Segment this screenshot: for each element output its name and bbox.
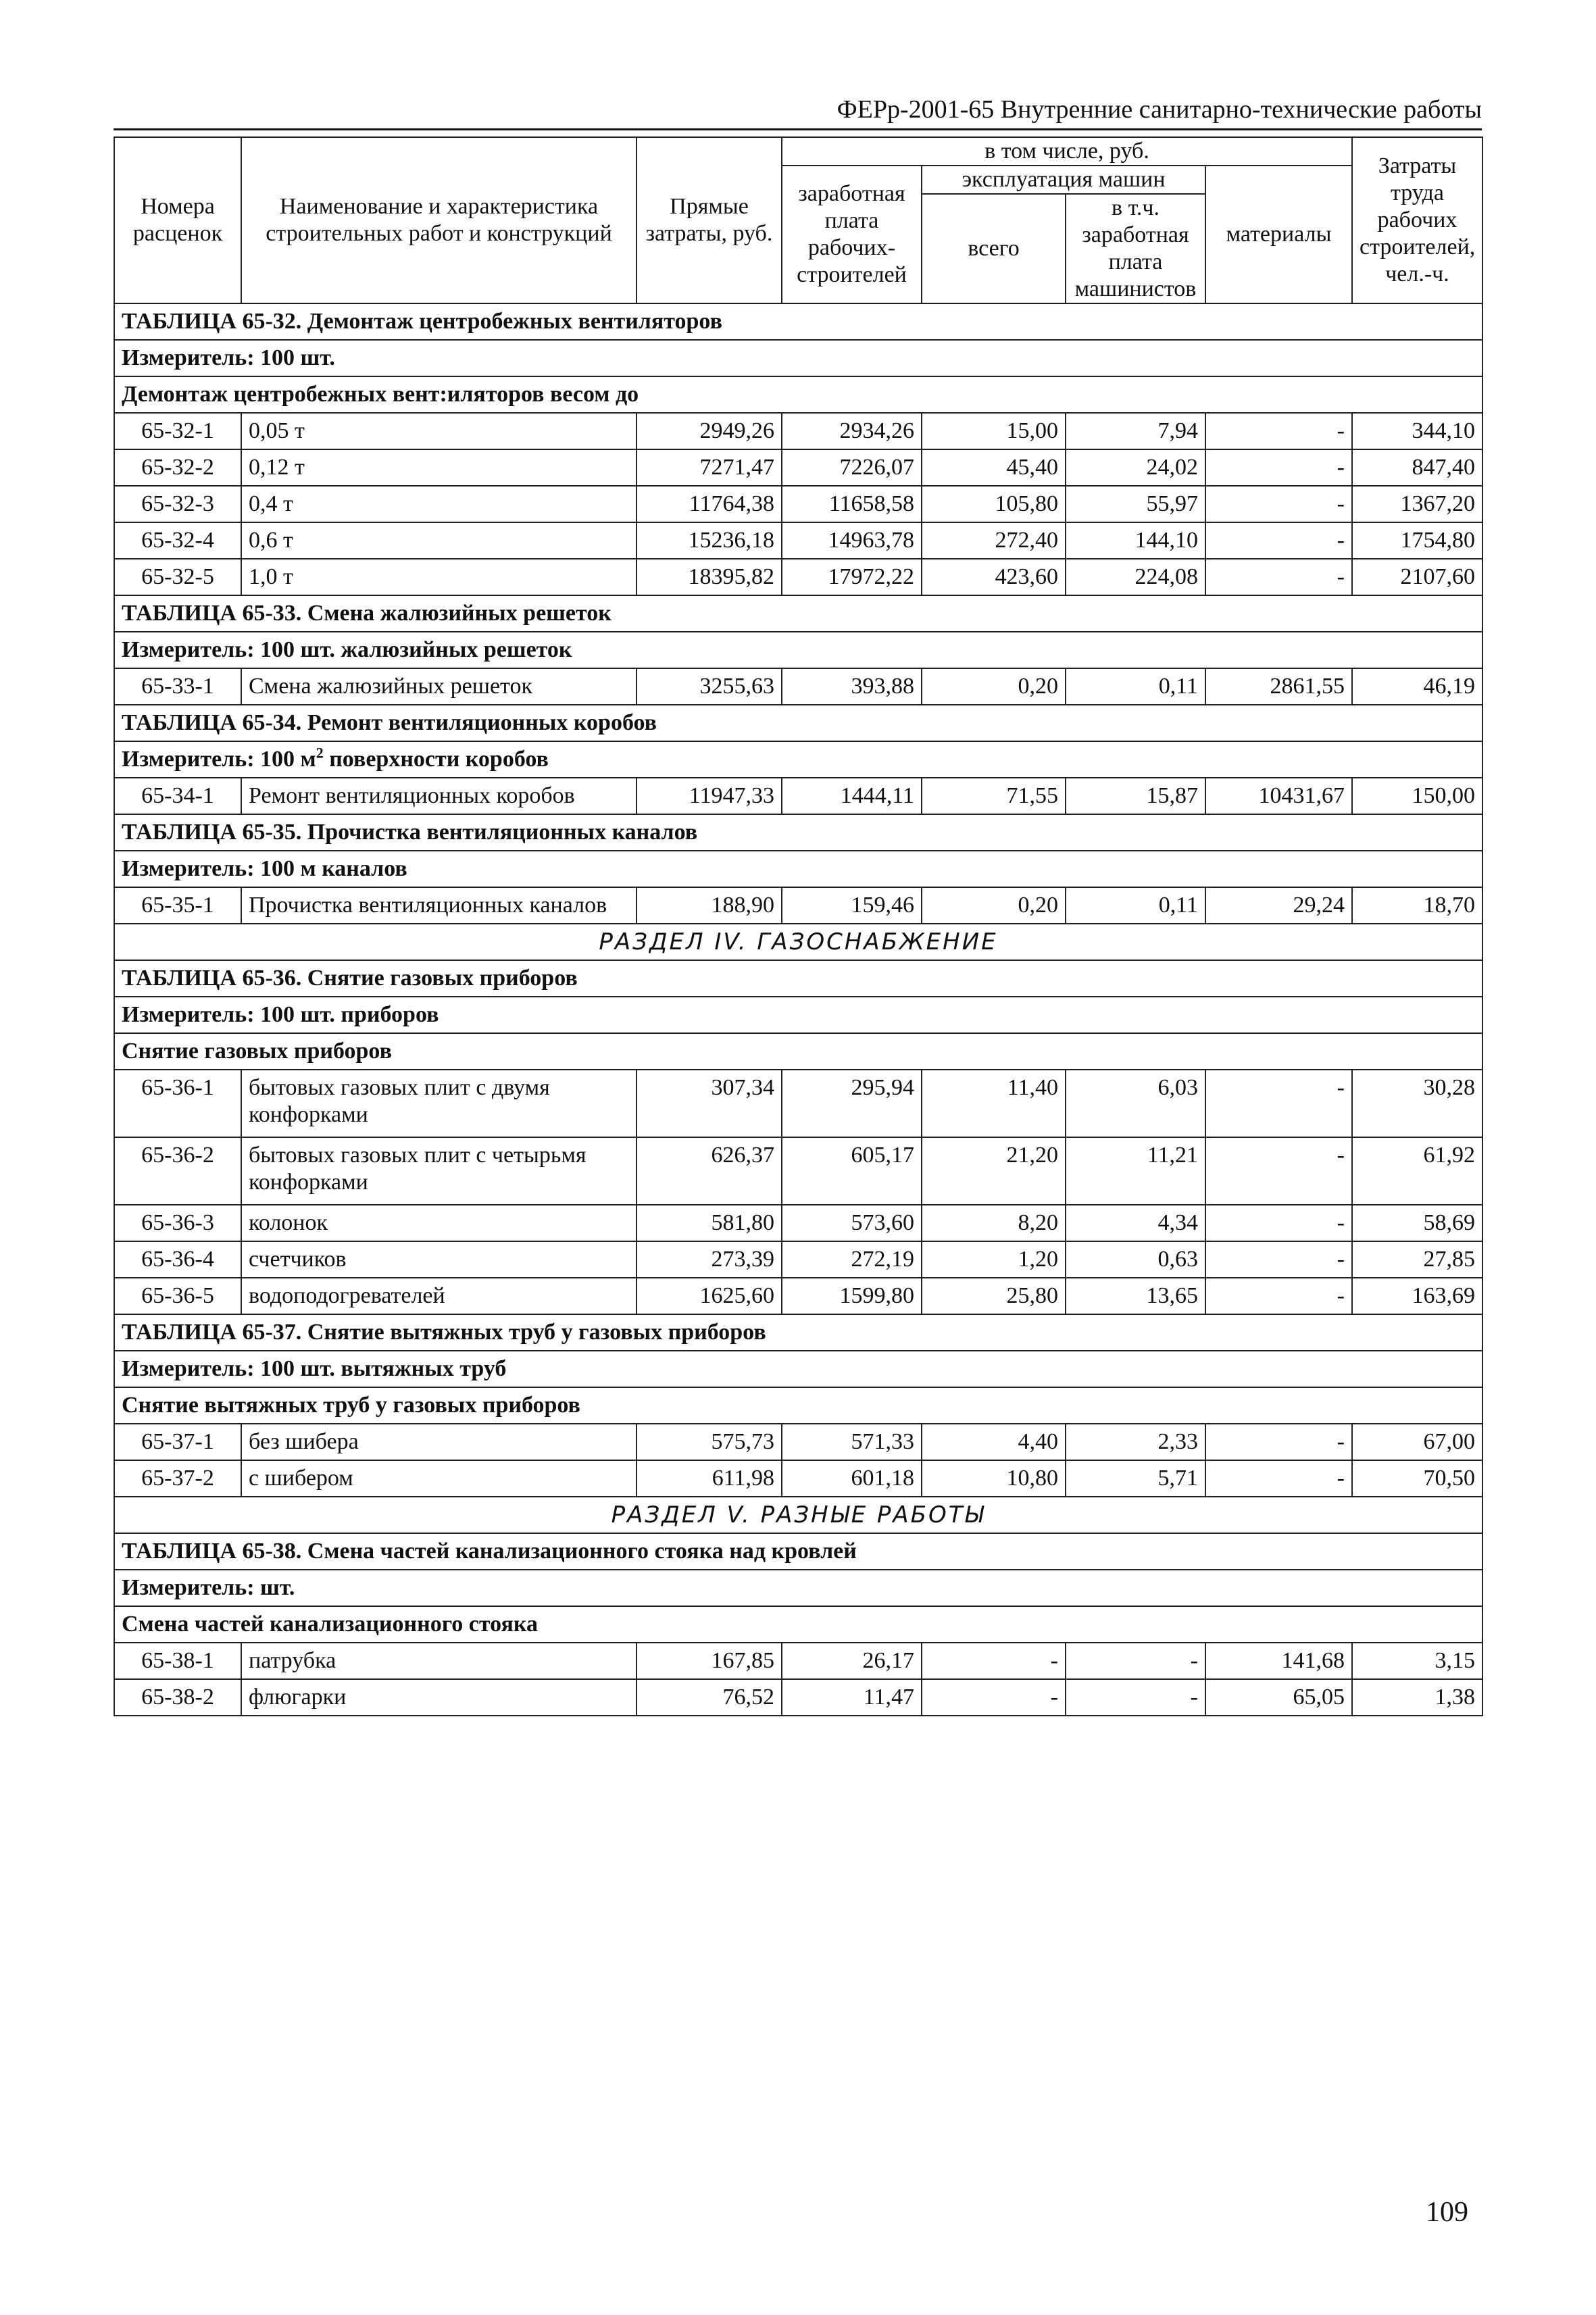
labor-cost: 58,69 <box>1352 1205 1482 1241</box>
machine-cost: - <box>922 1679 1066 1716</box>
machine-cost: 45,40 <box>922 449 1066 486</box>
machinists-wage: 15,87 <box>1066 778 1205 814</box>
wage-cost: 2934,26 <box>782 413 922 449</box>
machinists-wage: 24,02 <box>1066 449 1205 486</box>
table-row <box>114 668 1482 705</box>
table-row <box>114 1278 1482 1314</box>
meter-text-a: Измеритель: 100 м <box>122 747 316 772</box>
direct-cost: 273,39 <box>637 1241 782 1278</box>
labor-cost: 46,19 <box>1352 668 1482 705</box>
table-caption: ТАБЛИЦА 65-37. Снятие вытяжных труб у газовых приборов <box>114 1314 1482 1351</box>
work-name: 0,4 т <box>241 486 637 522</box>
labor-cost: 27,85 <box>1352 1241 1482 1278</box>
header-wage: заработная плата рабочих-строителей <box>782 166 922 303</box>
table-caption-row <box>114 595 1482 632</box>
table-row <box>114 1679 1482 1716</box>
table-row <box>114 1643 1482 1679</box>
table-row <box>114 778 1482 814</box>
subheading-text: Демонтаж центробежных вент:иляторов весом до <box>114 376 1482 413</box>
work-name: бытовых газовых плит с двумя конфорками <box>241 1070 637 1137</box>
header-materials: материалы <box>1205 166 1352 303</box>
meter-superscript: 2 <box>316 744 324 762</box>
machinists-wage: 0,11 <box>1066 887 1205 924</box>
rate-code: 65-32-5 <box>114 559 241 595</box>
wage-cost: 7226,07 <box>782 449 922 486</box>
rate-code: 65-38-2 <box>114 1679 241 1716</box>
table-row <box>114 559 1482 595</box>
labor-cost: 1,38 <box>1352 1679 1482 1716</box>
machinists-wage: 0,63 <box>1066 1241 1205 1278</box>
labor-cost: 61,92 <box>1352 1137 1482 1205</box>
rate-code: 65-32-4 <box>114 522 241 559</box>
meter-row <box>114 997 1482 1033</box>
work-name: с шибером <box>241 1460 637 1497</box>
materials-cost: - <box>1205 1460 1352 1497</box>
subheading-row <box>114 1387 1482 1424</box>
subheading-row <box>114 1033 1482 1070</box>
rate-code: 65-34-1 <box>114 778 241 814</box>
work-name: 0,6 т <box>241 522 637 559</box>
meter-row <box>114 851 1482 887</box>
page-number: 109 <box>1426 2197 1468 2228</box>
header-including: в том числе, руб. <box>782 137 1352 166</box>
machine-cost: 21,20 <box>922 1137 1066 1205</box>
direct-cost: 1625,60 <box>637 1278 782 1314</box>
meter-row <box>114 632 1482 668</box>
work-name: Прочистка вентиляционных каналов <box>241 887 637 924</box>
meter-text: Измеритель: шт. <box>114 1570 1482 1606</box>
direct-cost: 3255,63 <box>637 668 782 705</box>
labor-cost: 30,28 <box>1352 1070 1482 1137</box>
machinists-wage: 2,33 <box>1066 1424 1205 1460</box>
labor-cost: 2107,60 <box>1352 559 1482 595</box>
rate-code: 65-36-1 <box>114 1070 241 1137</box>
rate-code: 65-36-2 <box>114 1137 241 1205</box>
rate-code: 65-32-3 <box>114 486 241 522</box>
direct-cost: 188,90 <box>637 887 782 924</box>
work-name: колонок <box>241 1205 637 1241</box>
work-name: водоподогревателей <box>241 1278 637 1314</box>
labor-cost: 847,40 <box>1352 449 1482 486</box>
wage-cost: 11,47 <box>782 1679 922 1716</box>
materials-cost: - <box>1205 559 1352 595</box>
machinists-wage: 224,08 <box>1066 559 1205 595</box>
wage-cost: 26,17 <box>782 1643 922 1679</box>
direct-cost: 18395,82 <box>637 559 782 595</box>
wage-cost: 295,94 <box>782 1070 922 1137</box>
wage-cost: 605,17 <box>782 1137 922 1205</box>
table-caption-row <box>114 814 1482 851</box>
header-code: Номера расценок <box>114 137 241 303</box>
work-name: патрубка <box>241 1643 637 1679</box>
table-row <box>114 1137 1482 1205</box>
work-name: без шибера <box>241 1424 637 1460</box>
table-caption-row <box>114 705 1482 741</box>
rate-code: 65-36-4 <box>114 1241 241 1278</box>
table-caption: ТАБЛИЦА 65-33. Смена жалюзийных решеток <box>114 595 1482 632</box>
direct-cost: 11947,33 <box>637 778 782 814</box>
work-name: 1,0 т <box>241 559 637 595</box>
labor-cost: 70,50 <box>1352 1460 1482 1497</box>
subheading-text: Снятие вытяжных труб у газовых приборов <box>114 1387 1482 1424</box>
materials-cost: - <box>1205 413 1352 449</box>
direct-cost: 167,85 <box>637 1643 782 1679</box>
materials-cost: 65,05 <box>1205 1679 1352 1716</box>
wage-cost: 272,19 <box>782 1241 922 1278</box>
direct-cost: 581,80 <box>637 1205 782 1241</box>
rate-code: 65-37-1 <box>114 1424 241 1460</box>
machinists-wage: 13,65 <box>1066 1278 1205 1314</box>
labor-cost: 150,00 <box>1352 778 1482 814</box>
direct-cost: 2949,26 <box>637 413 782 449</box>
direct-cost: 76,52 <box>637 1679 782 1716</box>
machinists-wage: 4,34 <box>1066 1205 1205 1241</box>
machinists-wage: 7,94 <box>1066 413 1205 449</box>
meter-row <box>114 340 1482 376</box>
machinists-wage: 0,11 <box>1066 668 1205 705</box>
wage-cost: 601,18 <box>782 1460 922 1497</box>
meter-text-b: поверхности коробов <box>323 747 549 772</box>
labor-cost: 1754,80 <box>1352 522 1482 559</box>
rate-code: 65-32-1 <box>114 413 241 449</box>
machine-cost: 10,80 <box>922 1460 1066 1497</box>
machine-cost: 4,40 <box>922 1424 1066 1460</box>
table-row <box>114 486 1482 522</box>
running-head: ФЕРр-2001-65 Внутренние санитарно-технические работы <box>837 95 1482 124</box>
wage-cost: 11658,58 <box>782 486 922 522</box>
direct-cost: 7271,47 <box>637 449 782 486</box>
labor-cost: 163,69 <box>1352 1278 1482 1314</box>
machinists-wage: 144,10 <box>1066 522 1205 559</box>
table-caption-row <box>114 960 1482 997</box>
rate-code: 65-36-5 <box>114 1278 241 1314</box>
labor-cost: 344,10 <box>1352 413 1482 449</box>
materials-cost: - <box>1205 1241 1352 1278</box>
materials-cost: 2861,55 <box>1205 668 1352 705</box>
meter-text <box>114 741 1482 778</box>
meter-row <box>114 1351 1482 1387</box>
table-row <box>114 413 1482 449</box>
table-caption: ТАБЛИЦА 65-36. Снятие газовых приборов <box>114 960 1482 997</box>
section-heading-row <box>114 924 1482 960</box>
section-heading-row <box>114 1497 1482 1533</box>
machinists-wage: 11,21 <box>1066 1137 1205 1205</box>
table-row <box>114 1241 1482 1278</box>
machine-cost: 25,80 <box>922 1278 1066 1314</box>
subheading-text: Снятие газовых приборов <box>114 1033 1482 1070</box>
meter-text: Измеритель: 100 шт. жалюзийных решеток <box>114 632 1482 668</box>
materials-cost: - <box>1205 486 1352 522</box>
table-row <box>114 1070 1482 1137</box>
meter-row <box>114 1570 1482 1606</box>
table-row <box>114 887 1482 924</box>
direct-cost: 611,98 <box>637 1460 782 1497</box>
table-caption: ТАБЛИЦА 65-34. Ремонт вентиляционных коробов <box>114 705 1482 741</box>
work-name: флюгарки <box>241 1679 637 1716</box>
labor-cost: 3,15 <box>1352 1643 1482 1679</box>
header-row-1 <box>114 137 1482 166</box>
wage-cost: 14963,78 <box>782 522 922 559</box>
header-machines: эксплуатация машин <box>922 166 1205 194</box>
meter-text: Измеритель: 100 шт. вытяжных труб <box>114 1351 1482 1387</box>
table-caption-row <box>114 1314 1482 1351</box>
table-caption: ТАБЛИЦА 65-35. Прочистка вентиляционных каналов <box>114 814 1482 851</box>
subheading-row <box>114 1606 1482 1643</box>
table-caption-row <box>114 303 1482 340</box>
table-row <box>114 1424 1482 1460</box>
direct-cost: 626,37 <box>637 1137 782 1205</box>
direct-cost: 307,34 <box>637 1070 782 1137</box>
materials-cost: - <box>1205 1137 1352 1205</box>
machine-cost: 15,00 <box>922 413 1066 449</box>
table-caption-row <box>114 1533 1482 1570</box>
work-name: Ремонт вентиляционных коробов <box>241 778 637 814</box>
wage-cost: 393,88 <box>782 668 922 705</box>
machinists-wage: 6,03 <box>1066 1070 1205 1137</box>
direct-cost: 15236,18 <box>637 522 782 559</box>
meter-text: Измеритель: 100 шт. приборов <box>114 997 1482 1033</box>
work-name: 0,12 т <box>241 449 637 486</box>
rates-table <box>114 136 1483 1716</box>
table-row <box>114 1460 1482 1497</box>
machinists-wage: 5,71 <box>1066 1460 1205 1497</box>
rate-code: 65-32-2 <box>114 449 241 486</box>
table-row <box>114 1205 1482 1241</box>
header-direct: Прямые затраты, руб. <box>637 137 782 303</box>
machinists-wage: - <box>1066 1679 1205 1716</box>
materials-cost: 10431,67 <box>1205 778 1352 814</box>
wage-cost: 159,46 <box>782 887 922 924</box>
wage-cost: 1444,11 <box>782 778 922 814</box>
header-total: всего <box>922 194 1066 303</box>
machine-cost: 11,40 <box>922 1070 1066 1137</box>
materials-cost: - <box>1205 449 1352 486</box>
meter-text: Измеритель: 100 м каналов <box>114 851 1482 887</box>
rate-code: 65-35-1 <box>114 887 241 924</box>
direct-cost: 11764,38 <box>637 486 782 522</box>
machine-cost: 0,20 <box>922 887 1066 924</box>
wage-cost: 17972,22 <box>782 559 922 595</box>
subheading-text: Смена частей канализационного стояка <box>114 1606 1482 1643</box>
rate-code: 65-36-3 <box>114 1205 241 1241</box>
table-row <box>114 449 1482 486</box>
materials-cost: - <box>1205 1278 1352 1314</box>
machinists-wage: 55,97 <box>1066 486 1205 522</box>
machine-cost: 71,55 <box>922 778 1066 814</box>
header-labor: Затраты труда рабочих строителей, чел.-ч. <box>1352 137 1482 303</box>
materials-cost: - <box>1205 1205 1352 1241</box>
table-row <box>114 522 1482 559</box>
work-name: 0,05 т <box>241 413 637 449</box>
header-rule <box>114 128 1482 130</box>
labor-cost: 18,70 <box>1352 887 1482 924</box>
materials-cost: - <box>1205 1070 1352 1137</box>
work-name: счетчиков <box>241 1241 637 1278</box>
materials-cost: - <box>1205 1424 1352 1460</box>
direct-cost: 575,73 <box>637 1424 782 1460</box>
labor-cost: 67,00 <box>1352 1424 1482 1460</box>
header-machinists: в т.ч. заработная плата машинистов <box>1066 194 1205 303</box>
materials-cost: 29,24 <box>1205 887 1352 924</box>
wage-cost: 1599,80 <box>782 1278 922 1314</box>
materials-cost: - <box>1205 522 1352 559</box>
machine-cost: 0,20 <box>922 668 1066 705</box>
meter-text: Измеритель: 100 шт. <box>114 340 1482 376</box>
machine-cost: 272,40 <box>922 522 1066 559</box>
subheading-row <box>114 376 1482 413</box>
section-heading: РАЗДЕЛ IV. ГАЗОСНАБЖЕНИЕ <box>114 924 1482 960</box>
labor-cost: 1367,20 <box>1352 486 1482 522</box>
rate-code: 65-37-2 <box>114 1460 241 1497</box>
rate-code: 65-33-1 <box>114 668 241 705</box>
machinists-wage: - <box>1066 1643 1205 1679</box>
table-caption: ТАБЛИЦА 65-38. Смена частей канализационного стояка над кровлей <box>114 1533 1482 1570</box>
meter-row <box>114 741 1482 778</box>
section-heading: РАЗДЕЛ V. РАЗНЫЕ РАБОТЫ <box>114 1497 1482 1533</box>
machine-cost: 8,20 <box>922 1205 1066 1241</box>
wage-cost: 571,33 <box>782 1424 922 1460</box>
work-name: Смена жалюзийных решеток <box>241 668 637 705</box>
table-caption: ТАБЛИЦА 65-32. Демонтаж центробежных вентиляторов <box>114 303 1482 340</box>
machine-cost: - <box>922 1643 1066 1679</box>
machine-cost: 105,80 <box>922 486 1066 522</box>
work-name: бытовых газовых плит с четырьмя конфорками <box>241 1137 637 1205</box>
rate-code: 65-38-1 <box>114 1643 241 1679</box>
machine-cost: 423,60 <box>922 559 1066 595</box>
materials-cost: 141,68 <box>1205 1643 1352 1679</box>
wage-cost: 573,60 <box>782 1205 922 1241</box>
machine-cost: 1,20 <box>922 1241 1066 1278</box>
header-name: Наименование и характеристика строительных работ и конструкций <box>241 137 637 303</box>
